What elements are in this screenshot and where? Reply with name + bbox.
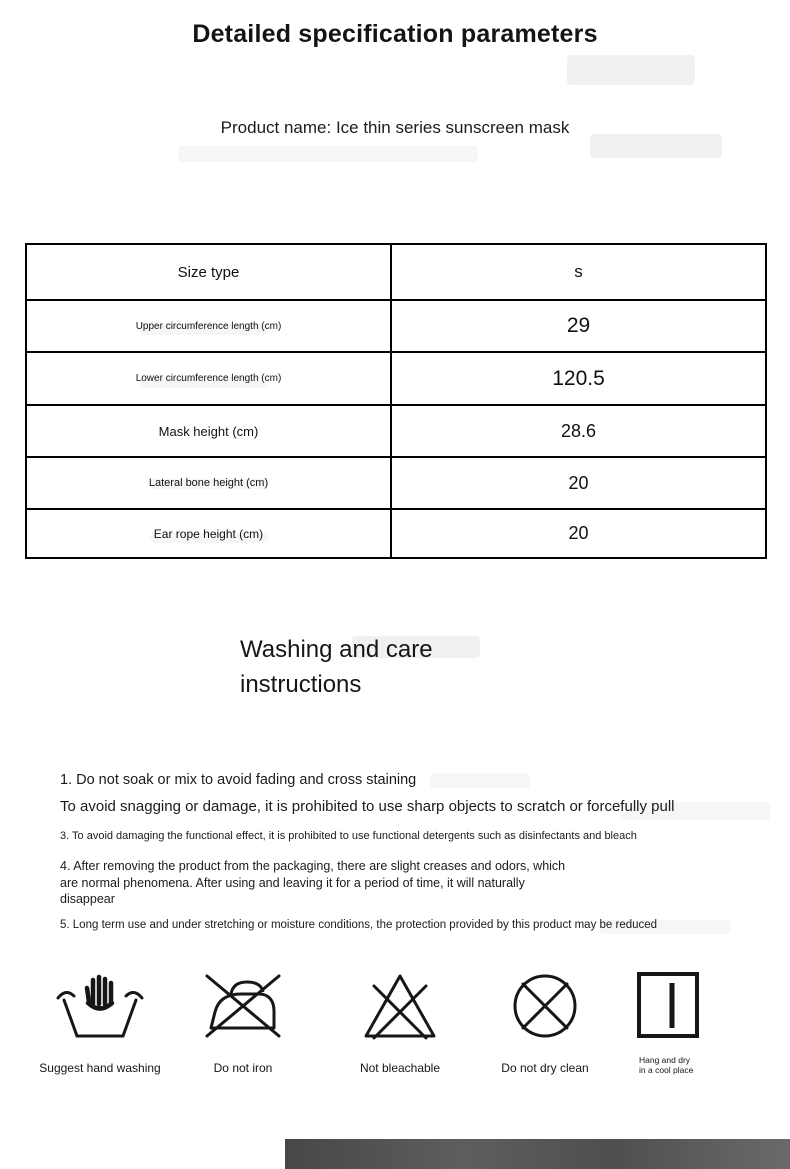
care-icon-label: Do not dry clean [501, 1061, 589, 1075]
spec-row-label-text: Mask height (cm) [158, 423, 259, 439]
spec-row-upper-circumference [26, 300, 766, 352]
spec-header-row [26, 244, 766, 300]
care-icon-label: Suggest hand washing [39, 1061, 161, 1075]
spec-row-label [26, 405, 391, 457]
hand-wash-icon [56, 968, 144, 1044]
care-instruction-3: 3. To avoid damaging the functional effect, it is prohibited to use functional detergents such as disinfectants and bleach [60, 830, 637, 842]
care-icon-block [30, 968, 170, 1076]
page-title: Detailed specification parameters [192, 20, 598, 48]
spec-row-label [26, 457, 391, 509]
bottom-image-strip [285, 1139, 790, 1169]
spec-row-label-text: Lateral bone height (cm) [148, 477, 269, 489]
spec-row-label-text: Ear rope height (cm) [153, 526, 264, 541]
spec-row-value: 29 [391, 300, 766, 352]
care-instruction-2: To avoid snagging or damage, it is prohibited to use sharp objects to scratch or forcefully pull [60, 798, 675, 815]
spec-row-mask-height [26, 405, 766, 457]
care-icon-block [173, 968, 313, 1076]
do-not-iron-icon [201, 968, 285, 1044]
spec-row-ear-rope-height [26, 509, 766, 558]
care-icon-label: Not bleachable [359, 1061, 441, 1075]
spec-row-label-text: Upper circumference length (cm) [135, 320, 282, 332]
spec-row-value: 20 [391, 509, 766, 558]
product-name: Product name: Ice thin series sunscreen mask [220, 118, 570, 137]
hang-dry-icon [628, 968, 708, 1044]
care-instruction-1: 1. Do not soak or mix to avoid fading and cross staining [60, 772, 417, 788]
spec-header-value: s [391, 244, 766, 300]
spec-row-label [26, 352, 391, 405]
spec-row-label [26, 509, 391, 558]
do-not-dry-clean-icon [505, 968, 585, 1044]
spec-row-value: 120.5 [391, 352, 766, 405]
spec-row-value: 20 [391, 457, 766, 509]
care-instruction-4: 4. After removing the product from the packaging, there are slight creases and odors, which are normal phenomena. After using and leaving it for a period of time, it will naturally disappear [60, 859, 566, 906]
care-icon-block [475, 968, 615, 1076]
spec-table [25, 243, 767, 559]
spec-header-label-text: Size type [177, 263, 240, 281]
care-icon-label: Hang and dry in a cool place [639, 1055, 694, 1075]
spec-row-lower-circumference [26, 352, 766, 405]
spec-row-lateral-bone-height [26, 457, 766, 509]
care-heading: Washing and care instructions [240, 636, 433, 698]
spec-row-value: 28.6 [391, 405, 766, 457]
care-icon-block [598, 968, 738, 1076]
spec-row-label [26, 300, 391, 352]
background-smudge [178, 146, 478, 162]
care-instruction-5: 5. Long term use and under stretching or moisture conditions, the protection provided by this product may be reduced [60, 919, 658, 931]
background-smudge [567, 55, 695, 85]
spec-header-label [26, 244, 391, 300]
spec-row-label-text: Lower circumference length (cm) [135, 373, 282, 384]
do-not-bleach-icon [358, 968, 442, 1044]
care-icon-label: Do not iron [213, 1061, 273, 1075]
care-icon-block [330, 968, 470, 1076]
